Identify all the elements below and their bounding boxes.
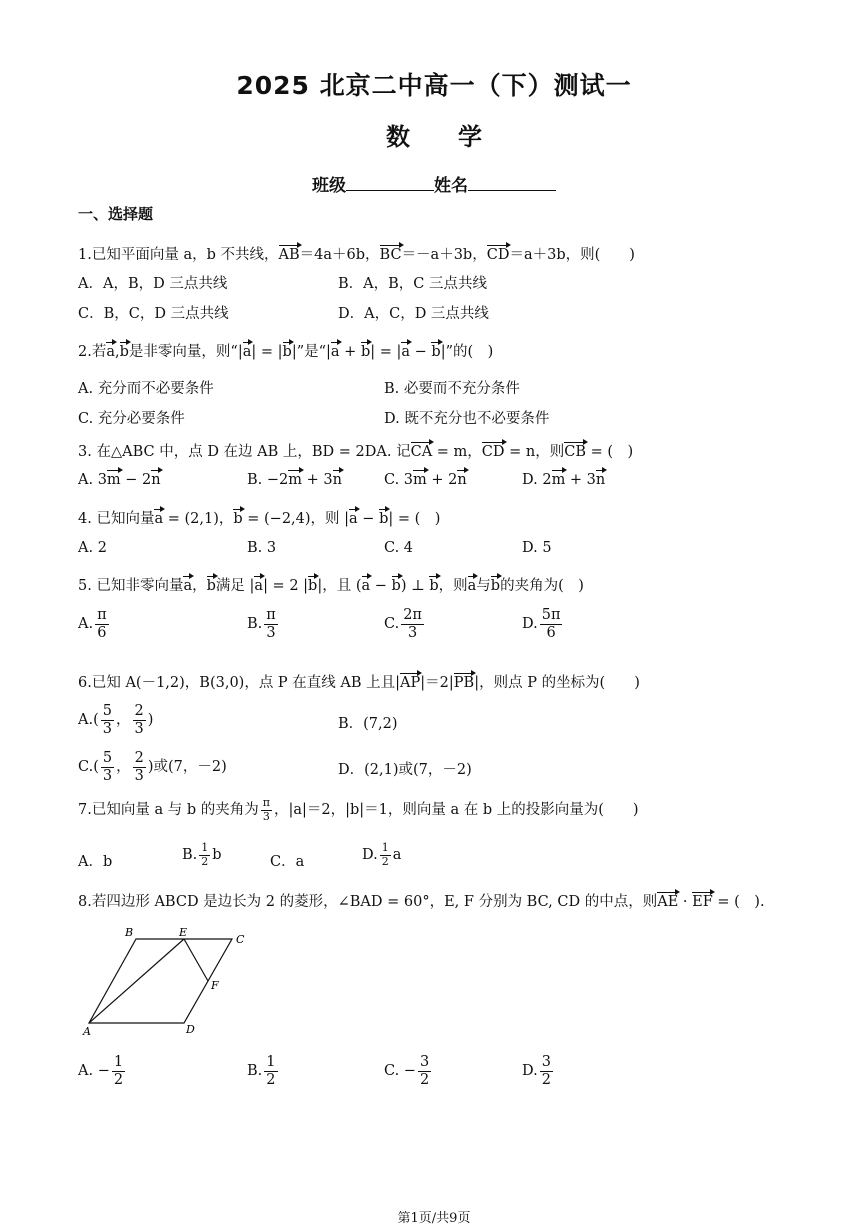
q4-option-b: B. 3 — [247, 540, 277, 556]
q1-option-d: D．A，C，D 三点共线 — [338, 306, 489, 322]
question-4: 4. 已知向量a = (2,1)，b = (−2,4)，则 |a − b| = ( ) — [78, 511, 441, 527]
q1-option-c: C．B，C，D 三点共线 — [78, 306, 229, 322]
vector: AB — [278, 247, 300, 263]
q3-option-b: B. −2m + 3n — [247, 472, 342, 488]
q7-option-a: A．b — [78, 854, 113, 870]
q6-option-c: C.( $\frac{5}{3}$ ， $\frac{2}{3}$ )或(7，－2) — [78, 750, 227, 784]
q4-option-a: A. 2 — [78, 540, 107, 556]
q6-option-b: B．(7,2) — [338, 716, 398, 732]
q7-option-d: D. $\frac{1}{2}$ a — [362, 841, 402, 868]
class-blank — [346, 174, 434, 191]
label-d: D — [186, 1023, 195, 1036]
vector: CD — [486, 247, 510, 263]
name-blank — [468, 174, 556, 191]
q6-option-a: A.( $\frac{5}{3}$ ， $\frac{2}{3}$ ) — [78, 703, 154, 737]
segment-ae — [89, 939, 184, 1023]
q1-option-a: A．A，B，D 三点共线 — [78, 276, 228, 292]
q2-option-a: A. 充分而不必要条件 — [78, 381, 214, 397]
vector: BC — [379, 247, 402, 263]
q7-option-c: C．a — [270, 854, 305, 870]
q5-option-a: A. $\frac{\pi}{6}$ — [78, 607, 107, 641]
section-heading: 一、选择题 — [78, 205, 154, 223]
q8-option-d: D. $\frac{3}{2}$ — [522, 1054, 551, 1088]
q4-option-c: C. 4 — [384, 540, 414, 556]
name-label: 姓名 — [434, 176, 468, 196]
q4-option-d: D. 5 — [522, 540, 552, 556]
label-c: C — [236, 933, 245, 946]
rhombus-diagram — [80, 925, 250, 1040]
q1-option-b: B．A，B，C 三点共线 — [338, 276, 487, 292]
q2-option-d: D. 既不充分也不必要条件 — [384, 411, 550, 427]
class-name-line — [0, 171, 868, 196]
q2-option-c: C. 充分必要条件 — [78, 411, 185, 427]
question-3: 3. 在△ABC 中，点 D 在边 AB 上，BD = 2DA. 记CA = m，CD = n，则CB = ( ) — [78, 444, 634, 460]
class-label: 班级 — [312, 176, 346, 196]
label-f: F — [211, 979, 219, 992]
question-6: 6.已知 A(－1,2)，B(3,0)，点 P 在直线 AB 上且|AP|＝2|PB|，则点 P 的坐标为( ) — [78, 675, 640, 691]
page-number: 第1页/共9页 — [397, 1211, 471, 1226]
label-e: E — [179, 926, 188, 939]
q7-option-b: B. $\frac{1}{2}$ b — [182, 841, 222, 868]
exam-title: 2025 北京二中高一（下）测试一 — [236, 71, 632, 100]
q6-option-d: D．(2,1)或(7，－2) — [338, 762, 472, 778]
q3-option-a: A. 3m − 2n — [78, 472, 161, 488]
subject-title: 数 学 — [386, 123, 482, 151]
question-5: 5. 已知非零向量a，b满足 |a| = 2 |b|，且 (a − b) ⊥ b，则a与b的夹角为( ) — [78, 578, 584, 594]
label-a: A — [83, 1025, 91, 1038]
q2-option-b: B. 必要而不充分条件 — [384, 381, 520, 397]
q5-option-c: C. $\frac{2\pi}{3}$ — [384, 607, 422, 641]
question-7: 7.已知向量 a 与 b 的夹角为 $\frac{\pi}{3}$ ，|a|＝2，|b|＝1，则向量 a 在 b 上的投影向量为( ) — [78, 796, 639, 823]
q5-option-b: B. $\frac{\pi}{3}$ — [247, 607, 276, 641]
q5-option-d: D. $\frac{5\pi}{6}$ — [522, 607, 561, 641]
label-b: B — [125, 926, 134, 939]
question-2: 2.若a,b是非零向量，则“|a| = |b|”是“|a + b| = |a − b|”的( ) — [78, 344, 494, 360]
q8-option-c: C. − $\frac{3}{2}$ — [384, 1054, 430, 1088]
question-1: 1.已知平面向量 a，b 不共线，AB＝4a＋6b，BC＝－a＋3b，CD＝a＋3b，则( ) — [78, 247, 635, 263]
segment-ef — [184, 939, 208, 981]
question-8: 8.若四边形 ABCD 是边长为 2 的菱形，∠BAD = 60°，E, F 分别为 BC, CD 的中点，则AE · EF = ( ). — [78, 894, 765, 910]
q8-option-a: A. − $\frac{1}{2}$ — [78, 1054, 124, 1088]
q3-option-c: C. 3m + 2n — [384, 472, 467, 488]
q8-option-b: B. $\frac{1}{2}$ — [247, 1054, 276, 1088]
q3-option-d: D. 2m + 3n — [522, 472, 606, 488]
